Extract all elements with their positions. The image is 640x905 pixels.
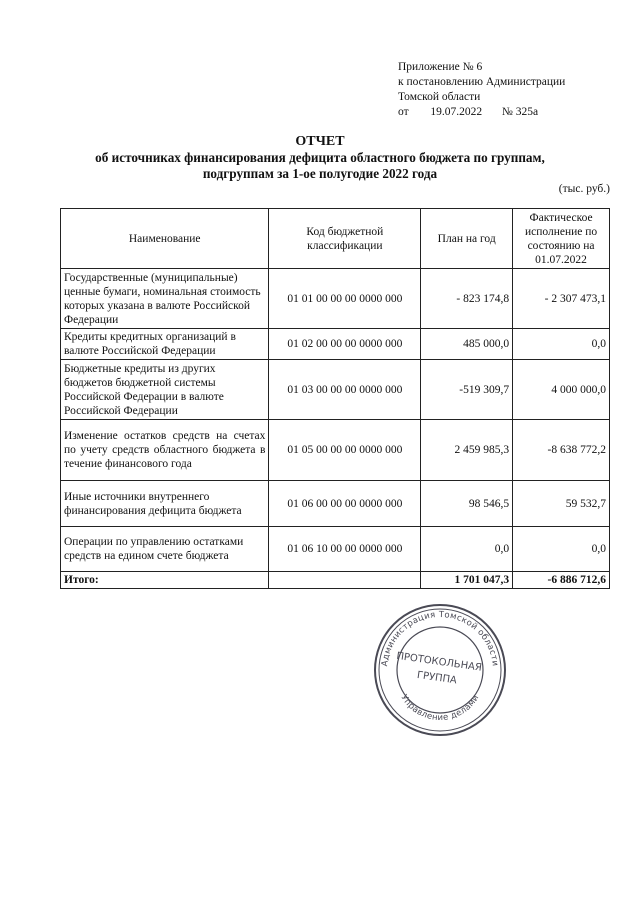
row-plan: 2 459 985,3 <box>421 420 513 481</box>
header-plan: План на год <box>421 209 513 269</box>
row-name: Кредиты кредитных организаций в валюте Российской Федерации <box>61 329 269 360</box>
header-name: Наименование <box>61 209 269 269</box>
units-label: (тыс. руб.) <box>558 183 610 195</box>
total-plan: 1 701 047,3 <box>421 572 513 589</box>
appendix-line-3: Томской области <box>398 91 481 103</box>
row-plan: 98 546,5 <box>421 481 513 527</box>
row-code: 01 05 00 00 00 0000 000 <box>269 420 421 481</box>
appendix-note <box>398 60 565 120</box>
report-title-block <box>0 134 640 182</box>
row-actual: - 2 307 473,1 <box>513 269 610 329</box>
row-name: Бюджетные кредиты из других бюджетов бюджетной системы Российской Федерации в валюте Российской Федерации <box>61 360 269 420</box>
table-row <box>61 269 610 329</box>
report-table <box>60 208 610 589</box>
total-label: Итого: <box>61 572 269 589</box>
appendix-line-1: Приложение № 6 <box>398 61 483 73</box>
report-subtitle-line-2: подгруппам за 1-ое полугодие 2022 года <box>202 166 438 181</box>
row-code: 01 03 00 00 00 0000 000 <box>269 360 421 420</box>
row-name: Государственные (муниципальные) ценные бумаги, номинальная стоимость которых указана в валюте Российской Федерации <box>61 269 269 329</box>
row-code: 01 06 00 00 00 0000 000 <box>269 481 421 527</box>
table-total-row <box>61 572 610 589</box>
appendix-line-2: к постановлению Администрации <box>398 76 566 88</box>
protocol-group-stamp <box>372 602 508 738</box>
appendix-date: 19.07.2022 <box>430 106 483 118</box>
row-actual: 0,0 <box>513 527 610 572</box>
row-name: Операции по управлению остатками средств на едином счете бюджета <box>61 527 269 572</box>
row-code: 01 01 00 00 00 0000 000 <box>269 269 421 329</box>
svg-text:Администрация Томской области: Администрация Томской области <box>380 609 500 667</box>
row-actual: 4 000 000,0 <box>513 360 610 420</box>
appendix-number: № 325а <box>501 106 539 118</box>
row-code: 01 06 10 00 00 0000 000 <box>269 527 421 572</box>
report-title: ОТЧЕТ <box>295 134 345 149</box>
row-actual: 0,0 <box>513 329 610 360</box>
table-row <box>61 420 610 481</box>
svg-text:ГРУППА: ГРУППА <box>416 669 458 687</box>
header-actual: Фактическое исполнение по состоянию на 01.07.2022 <box>513 209 610 269</box>
row-name: Иные источники внутреннего финансирования дефицита бюджета <box>61 481 269 527</box>
row-plan: -519 309,7 <box>421 360 513 420</box>
row-code: 01 02 00 00 00 0000 000 <box>269 329 421 360</box>
table-row <box>61 481 610 527</box>
report-subtitle-line-1: об источниках финансирования дефицита областного бюджета по группам, <box>95 150 545 165</box>
total-actual: -6 886 712,6 <box>513 572 610 589</box>
table-row <box>61 360 610 420</box>
total-code <box>269 572 421 589</box>
row-actual: 59 532,7 <box>513 481 610 527</box>
appendix-date-prefix: от <box>398 106 409 118</box>
row-name: Изменение остатков средств на счетах по учету средств областного бюджета в течение финансового года <box>61 420 269 481</box>
table-header-row <box>61 209 610 269</box>
table-row <box>61 329 610 360</box>
row-actual: -8 638 772,2 <box>513 420 610 481</box>
stamp-seal-icon <box>372 602 508 738</box>
svg-text:Управление делами: Управление делами <box>398 693 482 724</box>
row-plan: 0,0 <box>421 527 513 572</box>
row-plan: 485 000,0 <box>421 329 513 360</box>
appendix-date-line <box>398 105 565 120</box>
svg-text:ПРОТОКОЛЬНАЯ: ПРОТОКОЛЬНАЯ <box>395 650 483 674</box>
header-code: Код бюджетной классификации <box>269 209 421 269</box>
table-row <box>61 527 610 572</box>
row-plan: - 823 174,8 <box>421 269 513 329</box>
